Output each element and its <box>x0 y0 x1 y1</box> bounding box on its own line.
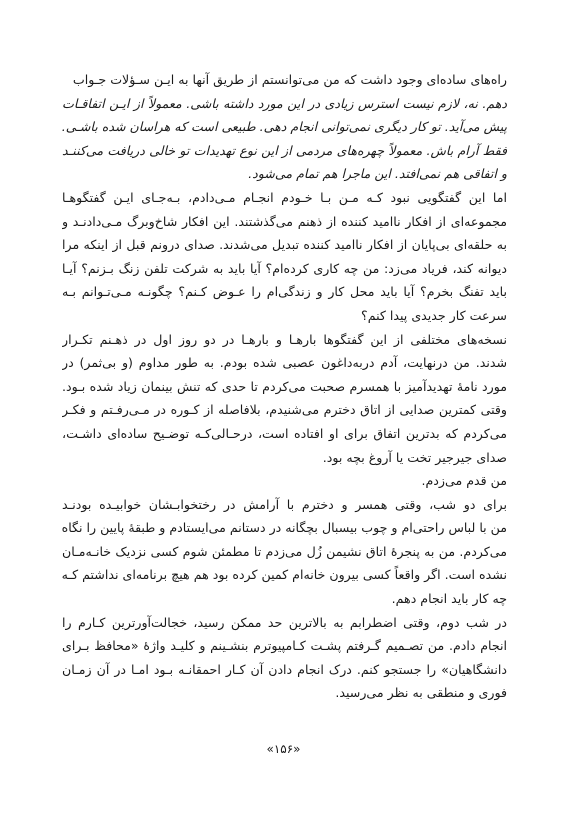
text-line: می‌کردم که بدترین اتفاق برای او افتاده است، درحـالی‌کـه توضـیح ساده‌ای داشـت، <box>62 425 507 441</box>
text-line: وقتی کمترین صدایی از اتاق دخترم می‌شنیدم، بلافاصله از کـوره در مـی‌رفـتم و فکـر <box>62 402 507 418</box>
text-line: فقط آرام باش. معمولاً چهره‌های مردمی از این نوع تهدیدات تو خالی دریافت می‌کننـد <box>62 142 507 158</box>
text-line: برای دو شب، وقتی همسر و دخترم با آرامش در رختخوابـشان خوابیـده بودنـد <box>62 496 507 512</box>
text-line: سرعت کار جدیدی پیدا کنم؟ <box>361 307 507 323</box>
paragraph <box>62 186 507 328</box>
paragraph <box>62 68 507 92</box>
text-line: پیش می‌آید. تو کار دیگری نمی‌توانی انجام دهی. طبیعی است که هراسان شده باشـی. <box>62 119 507 135</box>
paragraph <box>62 92 507 186</box>
text-line: باید تفنگ بخرم؟ آیا باید محل کار و زندگی‌ام را عـوض کـنم؟ چگونـه مـی‌تـوانم بـه <box>62 284 507 300</box>
text-line: و اتفاقی هم نمی‌افتد. این ماجرا هم تمام می‌شود. <box>248 166 507 182</box>
text-line: من قدم می‌زدم. <box>421 473 507 489</box>
paragraph <box>62 328 507 470</box>
text-line: مورد نامهٔ تهدیدآمیز با همسرم صحبت می‌کردم تا حدی که تنش بینمان زیاد شده بـود. <box>62 378 507 394</box>
paragraph <box>62 469 507 493</box>
text-line: راه‌های ساده‌ای وجود داشت که من می‌توانستم از طریق آنها به ایـن سـؤلات جـواب <box>72 72 507 87</box>
text-line: چه کار باید انجام دهم. <box>391 591 507 607</box>
text-line: دانشگاهیان» را جستجو کنم. درک انجام دادن آن کـار احمقانـه بـود امـا در آن زمـان <box>62 661 507 677</box>
text-line: انجام دادم. من تصـمیم گـرفتم پشـت کـامپیوترم بنشـینم و کلیـد واژهٔ «محافظ بـرای <box>62 638 507 654</box>
page-body <box>62 68 507 705</box>
text-line: به حلقه‌ای بی‌پایان از افکار ناامید کننده تبدیل می‌شدند. صدای درونم قبل از اینکه مرا <box>62 237 507 253</box>
text-line: اما این گفتگویی نبود کـه مـن بـا خـودم انجـام مـی‌دادم، بـه‌جـای ایـن گفتگوهـا <box>62 189 507 205</box>
text-line: دیوانه کند، فریاد می‌زد: من چه کاری کرده‌ام؟ آیا باید به شرکت تلفن زنگ بـزنم؟ آیـا <box>62 260 507 276</box>
text-line: فوری و منطقی به نظر می‌رسید. <box>335 685 507 701</box>
text-line: می‌کردم. من به پنجرهٔ اتاق نشیمن زُل می‌زدم تا مطمئن شوم کسی نزدیک خانـه‌مـان <box>62 543 507 559</box>
text-line: من با لباس راحتی‌ام و چوب بیسبال بچگانه در دستانم می‌ایستادم و طبقهٔ پایین را نگاه <box>62 520 507 536</box>
text-line: شدند. من درنهایت، آدم دربه‌داغون عصبی شده بودم. به طور مداوم (و بی‌ثمر) در <box>62 355 507 371</box>
text-line: نشده است. اگر واقعاً کسی بیرون خانه‌ام کمین کرده بود هم هیچ برنامه‌ای نداشتم کـه <box>62 567 507 583</box>
text-line: نسخه‌های مختلفی از این گفتگوها بارهـا و بارهـا در دو روز اول در ذهـنم تکـرار <box>62 331 507 347</box>
paragraph <box>62 493 507 611</box>
paragraph <box>62 611 507 705</box>
text-line: دهم. نه، لازم نیست استرس زیادی در این مورد داشته باشی. معمولاً از ایـن اتفاقـات <box>62 95 507 111</box>
text-line: در شب دوم، وقتی اضطرابم به بالاترین حد ممکن رسید، خجالت‌آورترین کـارم را <box>62 614 507 630</box>
text-line: مجموعه‌ای از افکار ناامید کننده از ذهنم می‌گذشتند. این افکار شاخ‌وبرگ مـی‌دادنـد و <box>62 213 507 229</box>
page-number: «۱۵۶» <box>266 742 301 756</box>
text-line: صدای جیرجیر تخت یا آروغ بچه بود. <box>322 449 507 465</box>
